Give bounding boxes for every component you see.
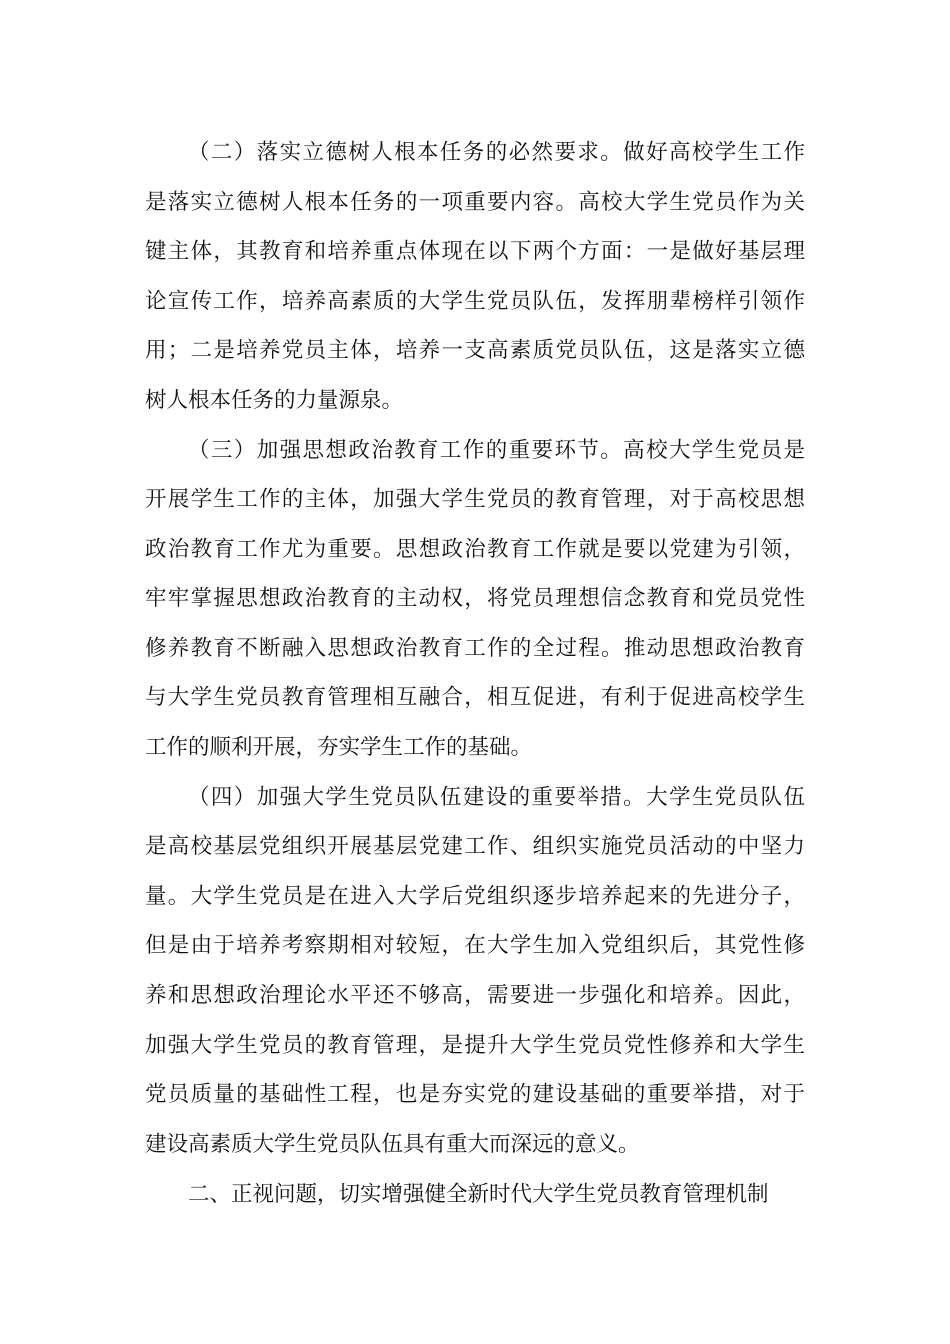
text-line: 键主体，其教育和培养重点体现在以下两个方面：一是做好基层理 [145,239,805,265]
text-line: 养和思想政治理论水平还不够高，需要进一步强化和培养。因此， [145,983,805,1009]
text-line: 工作的顺利开展，夯实学生工作的基础。 [145,735,533,761]
paragraph-2 [145,128,805,426]
text-line: （二）落实立德树人根本任务的必然要求。做好高校学生工作 [188,140,805,165]
text-line: 加强大学生党员的教育管理，是提升大学生党员党性修养和大学生 [145,1032,805,1058]
paragraph-4 [145,773,805,1170]
text-line: 用；二是培养党员主体，培养一支高素质党员队伍，这是落实立德 [145,338,805,364]
text-line: 论宣传工作，培养高素质的大学生党员队伍，发挥朋辈榜样引领作 [145,288,805,314]
text-line: 开展学生工作的主体，加强大学生党员的教育管理，对于高校思想 [145,487,805,513]
text-line: 是高校基层党组织开展基层党建工作、组织实施党员活动的中坚力 [145,834,805,860]
text-line: 政治教育工作尤为重要。思想政治教育工作就是要以党建为引领， [145,536,805,562]
paragraph-3 [145,426,805,773]
text-line: 树人根本任务的力量源泉。 [145,387,404,413]
heading-line: 二、正视问题，切实增强健全新时代大学生党员教育管理机制 [188,1181,769,1207]
text-line: 量。大学生党员是在进入大学后党组织逐步培养起来的先进分子， [145,883,805,909]
text-line: （四）加强大学生党员队伍建设的重要举措。大学生党员队伍 [188,784,805,810]
text-line: 与大学生党员教育管理相互融合，相互促进，有利于促进高校学生 [145,685,805,711]
text-line: 党员质量的基础性工程，也是夯实党的建设基础的重要举措，对于 [145,1082,805,1108]
text-line: （三）加强思想政治教育工作的重要环节。高校大学生党员是 [188,437,805,463]
section-heading [145,1170,805,1220]
text-line: 建设高素质大学生党员队伍具有重大而深远的意义。 [145,1131,640,1157]
text-line: 是落实立德树人根本任务的一项重要内容。高校大学生党员作为关 [145,189,805,215]
text-line: 牢牢掌握思想政治教育的主动权，将党员理想信念教育和党员党性 [145,586,805,612]
text-line: 但是由于培养考察期相对较短，在大学生加入党组织后，其党性修 [145,933,805,959]
text-line: 修养教育不断融入思想政治教育工作的全过程。推动思想政治教育 [145,635,805,661]
